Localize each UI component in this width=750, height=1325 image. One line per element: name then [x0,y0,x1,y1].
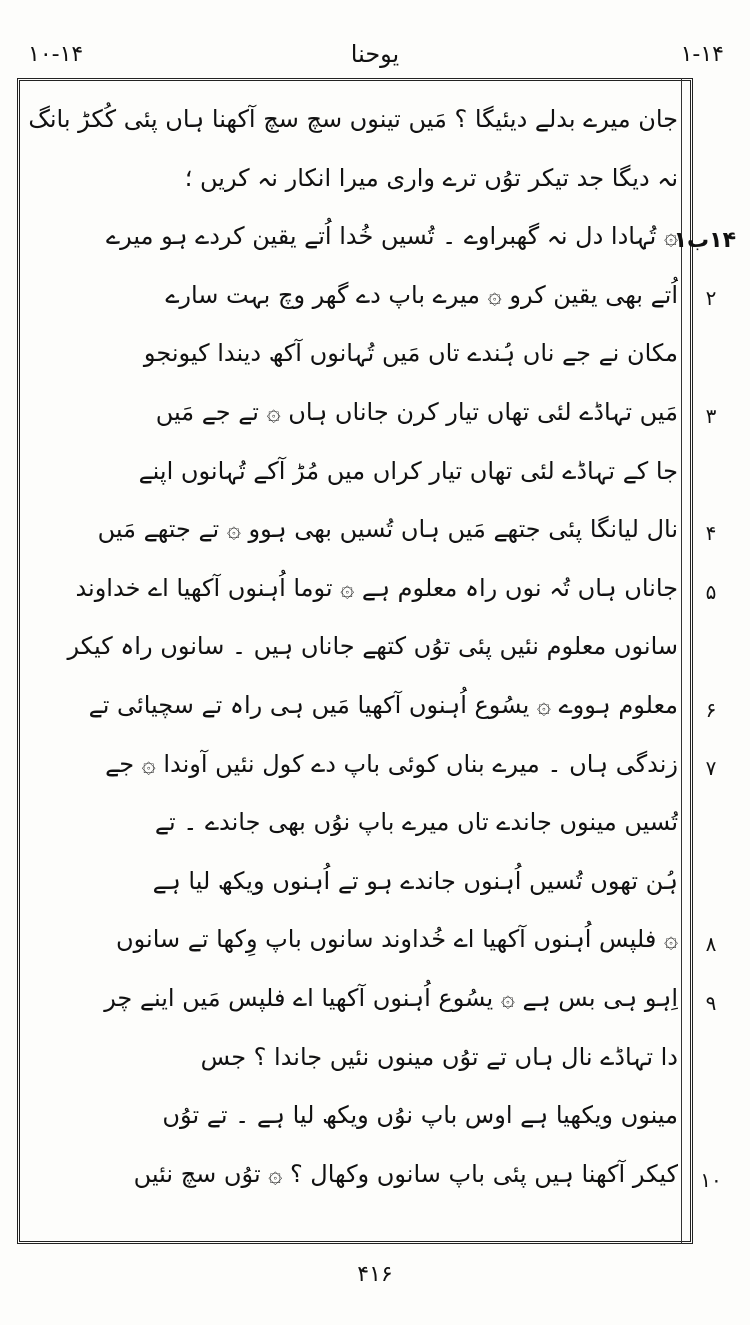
text-line: جاناں ہاں تُہ نوں راہ معلوم ہے ۞ توما اُہنوں آکھیا اے خداوند [75,573,678,602]
text-line: مکان نے جے ناں ہُندے تاں مَیں تُہانوں آکھ دیندا کیونجو [143,339,678,368]
verse-number: ۲ [705,286,717,310]
text-line: نال لیانگا پئی جتھے مَیں ہاں تُسیں بھی ہوو ۞ تے جتھے مَیں [97,515,678,544]
verse-number: ۴ [705,521,717,545]
text-line: زندگی ہاں ۔ میرے بناں کوئی باپ دے کول نئیں آوندا ۞ جے [105,749,678,778]
verse-number: ۱۰ [700,1168,722,1192]
text-line: جا کے تہاڈے لئی تھاں تیار کراں میں مُڑ آکے تُہانوں اپنے [138,456,678,485]
text-line: مَیں تہاڈے لئی تھاں تیار کرن جاناں ہاں ۞ تے جے مَیں [155,397,678,426]
text-line: جان میرے بدلے دیئیگا ؟ مَیں تینوں سچ سچ آکھنا ہاں پئی کُکڑ بانگ [28,105,678,133]
text-line: ۞ فلپس اُہنوں آکھیا اے خُداوند سانوں باپ وِکھا تے سانوں [116,925,678,954]
text-line: کیکر آکھنا ہیں پئی باپ سانوں وکھال ؟ ۞ توُں سچ نئیں [133,1159,678,1188]
running-header [0,38,750,78]
header-verse-range-left: ۱۰-۱۴ [28,42,84,67]
text-line: ہُن تھوں تُسیں اُہنوں جاندے ہو تے اُہنوں ویکھ لیا ہے [152,866,678,895]
text-line: سانوں معلوم نئیں پئی توُں کتھے جاناں ہیں ۔ سانوں راہ کیکر [67,632,678,661]
text-line: دا تہاڈے نال ہاں تے توُں مینوں نئیں جاندا ؟ جس [200,1042,678,1071]
header-verse-range-right: ۱-۱۴ [680,42,724,67]
chapter-marker: ۱۴ب۱ [673,228,736,253]
verse-number: ۵ [705,580,717,604]
verse-number: ۸ [705,932,717,956]
verse-number: ۶ [705,698,717,722]
header-book-title: یوحنا [350,40,400,68]
text-line: مینوں ویکھیا ہے اوس باپ نوُں ویکھ لیا ہے ۔ تے توُں [162,1101,678,1130]
text-line: ۞ تُہادا دل نہ گھبراوے ۔ تُسیں خُدا اُتے یقین کردے ہو میرے [106,222,678,251]
page-number: ۴۱۶ [357,1262,393,1287]
text-line: نہ دیگا جد تیکر توُں ترے واری میرا انکار نہ کریں ؛ [184,163,678,192]
text-line: اِہو ہی بس ہے ۞ یسُوع اُہنوں آکھیا اے فلپس مَیں اینے چر [104,983,678,1012]
verse-number: ۷ [705,756,717,780]
text-line: اُتے بھی یقین کرو ۞ میرے باپ دے گھر وچ بہت سارے [165,280,678,309]
verse-number-column [673,78,736,1244]
body-text [26,90,678,1203]
verse-number: ۳ [705,404,717,428]
text-line: معلوم ہووے ۞ یسُوع اُہنوں آکھیا مَیں ہی راہ تے سچیائی تے [88,690,678,719]
text-line: تُسیں مینوں جاندے تاں میرے باپ نوُں بھی جاندے ۔ تے [154,808,678,837]
verse-number: ۹ [705,991,717,1015]
